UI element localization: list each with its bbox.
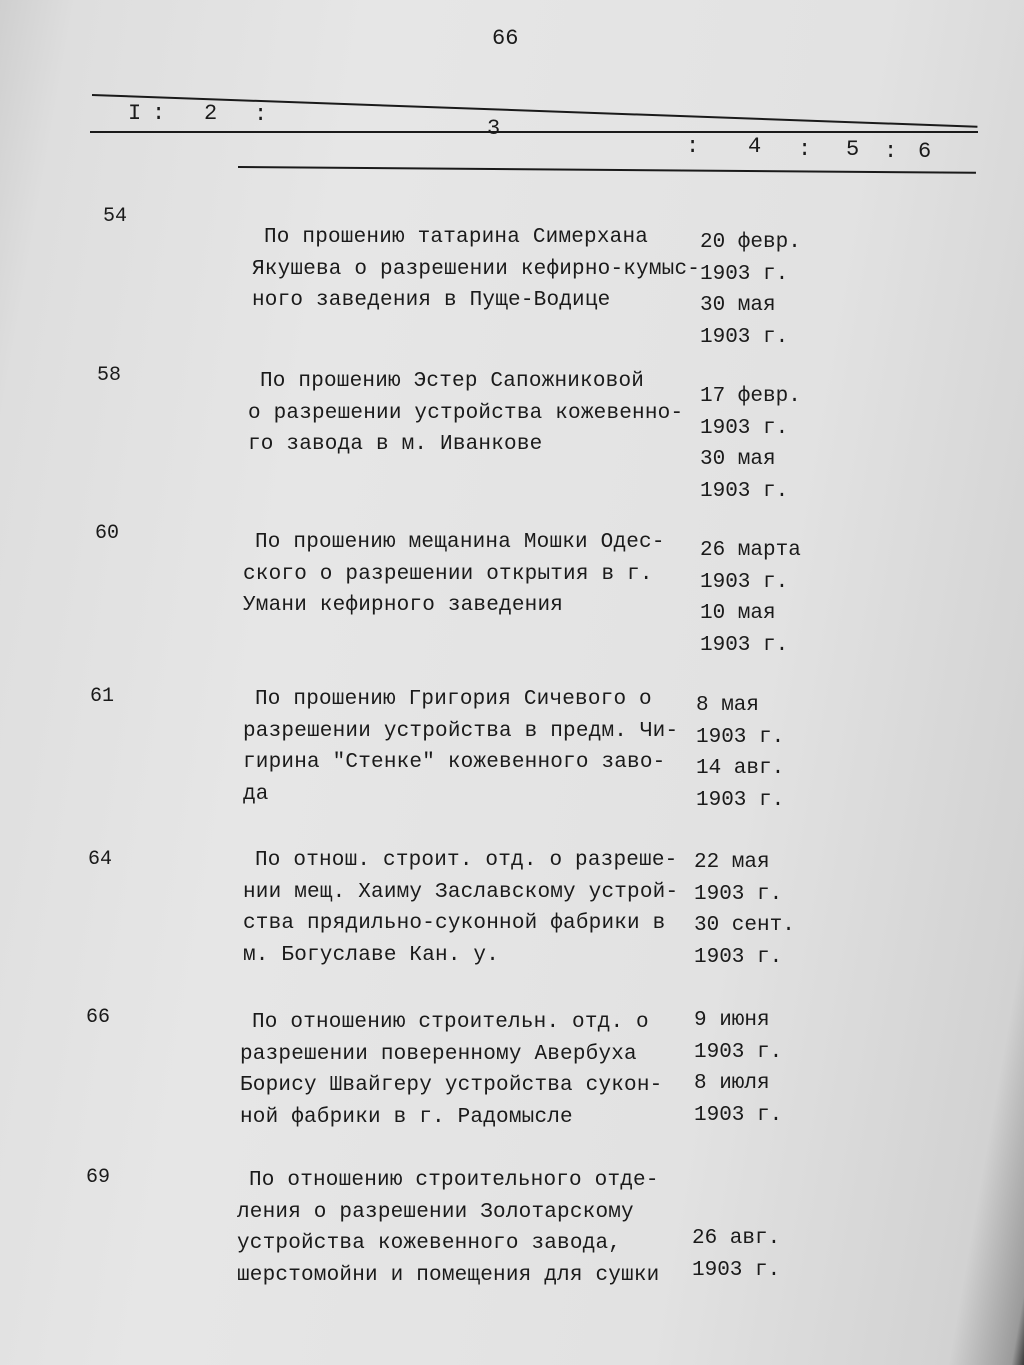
entry-description xyxy=(237,1165,659,1291)
description-line: По прошению мещанина Мошки Одес- xyxy=(255,531,665,554)
description-line: м. Богуславе Кан. у. xyxy=(243,943,500,967)
column-header-6: 6 xyxy=(918,139,932,164)
date-line: 22 мая xyxy=(694,851,770,874)
date-line: 1903 г. xyxy=(692,1258,781,1282)
date-line: 30 мая xyxy=(700,294,776,317)
date-line xyxy=(692,1192,780,1224)
description-line: гирина "Стенке" кожевенного заво- xyxy=(243,751,666,774)
date-line: 10 мая xyxy=(700,602,776,625)
description-line: По прошению Эстер Сапожниковой xyxy=(260,370,645,393)
description-line: ления о разрешении Золотарскому xyxy=(237,1200,634,1224)
description-line: По прошению Григория Сичевого о xyxy=(255,688,652,711)
date-line: 14 авг. xyxy=(696,757,785,780)
description-line: да xyxy=(243,782,269,806)
description-line: По отнош. строит. отд. о разреше- xyxy=(255,849,678,872)
column-separator: : xyxy=(884,139,898,164)
header-rule-top xyxy=(92,94,978,128)
date-line: 1903 г. xyxy=(700,416,789,440)
description-line: Якушева о разрешении кефирно-кумыс- xyxy=(252,257,701,281)
date-line: 30 мая xyxy=(700,448,776,471)
column-header-3: 3 xyxy=(487,116,501,141)
entry-description xyxy=(248,366,683,461)
description-line: По отношению строительного отде- xyxy=(249,1169,659,1192)
description-line: о разрешении устройства кожевенно- xyxy=(248,401,684,425)
date-line: 17 февр. xyxy=(700,385,801,408)
date-line: 1903 г. xyxy=(696,725,785,749)
entry-number: 66 xyxy=(86,1006,111,1029)
description-line: ства прядильно-суконной фабрики в xyxy=(243,912,666,935)
date-line: 1903 г. xyxy=(700,262,789,286)
column-separator: : xyxy=(686,134,700,159)
date-line: 1903 г. xyxy=(700,570,789,594)
description-line: Умани кефирного заведения xyxy=(243,594,564,617)
entry-dates xyxy=(696,690,784,816)
description-line: разрешении поверенному Авербуха xyxy=(240,1042,637,1066)
date-line: 1903 г. xyxy=(694,1040,783,1064)
date-line: 8 мая xyxy=(696,694,760,717)
column-separator: : xyxy=(798,137,812,162)
date-line: 1903 г. xyxy=(700,325,789,349)
date-line: 1903 г. xyxy=(694,882,783,906)
description-line: По прошению татарина Симерхана xyxy=(264,226,649,249)
description-line: разрешении устройства в предм. Чи- xyxy=(243,719,679,743)
description-line: устройства кожевенного завода, xyxy=(237,1232,622,1255)
entry-description xyxy=(252,222,700,317)
entry-number: 54 xyxy=(103,205,128,228)
entry-description xyxy=(243,684,678,810)
description-line: шерстомойни и помещения для сушки xyxy=(237,1263,660,1287)
entry-dates xyxy=(694,1005,782,1131)
entry-dates xyxy=(700,381,801,507)
entry-number: 61 xyxy=(90,685,115,708)
date-line: 1903 г. xyxy=(694,1103,783,1127)
column-header-5: 5 xyxy=(846,137,860,162)
header-rule-bottom xyxy=(238,166,976,174)
date-line: 1903 г. xyxy=(700,633,789,657)
description-line: нии мещ. Хаиму Заславскому устрой- xyxy=(243,880,679,904)
entry-dates xyxy=(694,847,795,973)
column-separator: : xyxy=(152,101,166,126)
description-line: го завода в м. Иванкове xyxy=(248,433,543,456)
description-line: По отношению строительн. отд. о xyxy=(252,1011,649,1034)
date-line: 26 марта xyxy=(700,539,801,562)
column-header-1: I xyxy=(128,101,142,126)
date-line: 1903 г. xyxy=(700,479,789,503)
entry-number: 58 xyxy=(97,364,122,387)
date-line: 20 февр. xyxy=(700,231,801,254)
page-number: 66 xyxy=(492,26,519,51)
header-rule-middle xyxy=(90,131,978,133)
entry-dates xyxy=(700,227,801,353)
description-line: ского о разрешении открытия в г. xyxy=(243,562,653,586)
date-line: 30 сент. xyxy=(694,914,795,937)
entry-description xyxy=(243,527,665,622)
date-line: 9 июня xyxy=(694,1009,770,1032)
date-line: 8 июля xyxy=(694,1072,770,1095)
entry-description xyxy=(240,1007,662,1133)
description-line: Борису Швайгеру устройства сукон- xyxy=(240,1074,663,1097)
column-header-2: 2 xyxy=(204,101,218,126)
column-header-4: 4 xyxy=(748,134,762,159)
date-line: 26 авг. xyxy=(692,1227,781,1250)
date-line: 1903 г. xyxy=(694,945,783,969)
entry-number: 60 xyxy=(95,522,120,545)
entry-dates xyxy=(692,1160,780,1286)
entry-number: 64 xyxy=(88,848,113,871)
column-separator: : xyxy=(254,102,268,127)
date-line xyxy=(692,1160,780,1192)
description-line: ного заведения в Пуще-Водице xyxy=(252,289,611,312)
entry-dates xyxy=(700,535,801,661)
description-line: ной фабрики в г. Радомысле xyxy=(240,1105,573,1129)
entry-description xyxy=(243,845,678,971)
date-line: 1903 г. xyxy=(696,788,785,812)
entry-number: 69 xyxy=(86,1166,111,1189)
